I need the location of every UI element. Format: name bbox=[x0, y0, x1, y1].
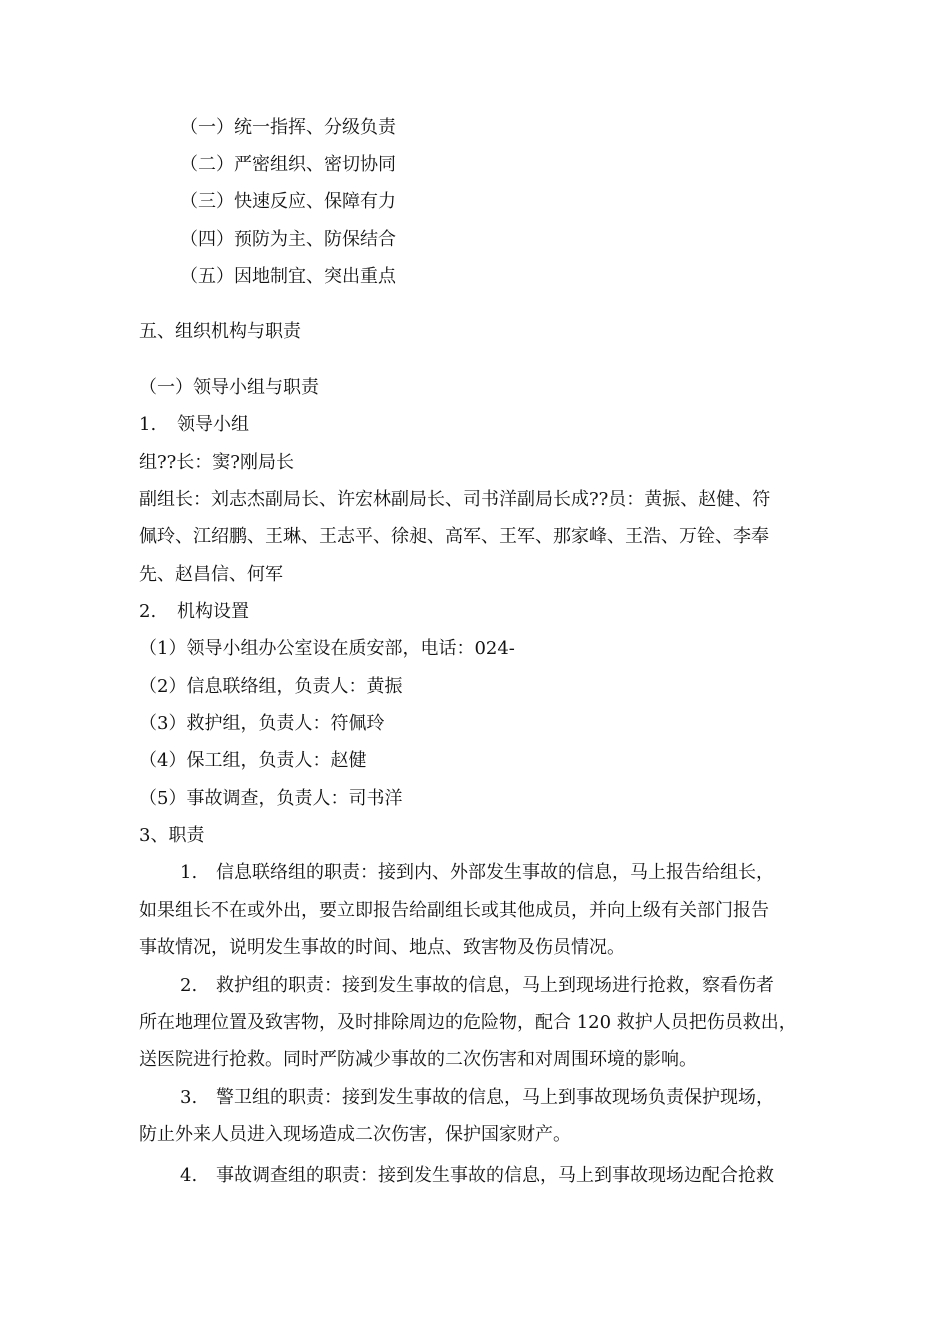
item-number: 1. bbox=[139, 414, 157, 435]
duty-line: 所在地理位置及致害物，及时排除周边的危险物，配合 120 救护人员把伤员救出， bbox=[139, 1012, 797, 1033]
duty-line: 送医院进行抢救。同时严防减少事故的二次伤害和对周围环境的影响。 bbox=[139, 1049, 697, 1070]
section-heading: 五、组织机构与职责 bbox=[139, 321, 301, 342]
principle-5: （五）因地制宜、突出重点 bbox=[180, 266, 396, 287]
principle-1: （一）统一指挥、分级负责 bbox=[180, 117, 396, 138]
subsection-heading: （一）领导小组与职责 bbox=[139, 377, 319, 398]
org-line: （4）保工组，负责人：赵健 bbox=[139, 750, 367, 771]
org-line: （5）事故调查，负责人：司书洋 bbox=[139, 788, 403, 809]
duty-line: 事故情况，说明发生事故的时间、地点、致害物及伤员情况。 bbox=[139, 937, 625, 958]
duty-line: 救护组的职责：接到发生事故的信息，马上到现场进行抢救，察看伤者 bbox=[216, 975, 774, 996]
members-line: 副组长：刘志杰副局长、许宏林副局长、司书洋副局长成??员：黄振、赵健、符 bbox=[139, 489, 771, 510]
item-label: 领导小组 bbox=[177, 414, 249, 435]
org-line: （1）领导小组办公室设在质安部，电话：024- bbox=[139, 638, 515, 659]
principle-2: （二）严密组织、密切协同 bbox=[180, 154, 396, 175]
members-line: 佩玲、江绍鹏、王琳、王志平、徐昶、高军、王军、那家峰、王浩、万铨、李奉 bbox=[139, 526, 769, 547]
duty-number: 4. bbox=[180, 1165, 198, 1186]
duty-line: 警卫组的职责：接到发生事故的信息，马上到事故现场负责保护现场， bbox=[216, 1087, 774, 1108]
item-heading: 3、职责 bbox=[139, 825, 205, 846]
duty-number: 3. bbox=[180, 1087, 198, 1108]
duty-line: 事故调查组的职责：接到发生事故的信息，马上到事故现场边配合抢救 bbox=[216, 1165, 774, 1186]
duty-number: 2. bbox=[180, 975, 198, 996]
item-number: 2. bbox=[139, 601, 157, 622]
duty-line: 防止外来人员进入现场造成二次伤害，保护国家财产。 bbox=[139, 1124, 571, 1145]
duty-line: 如果组长不在或外出，要立即报告给副组长或其他成员，并向上级有关部门报告 bbox=[139, 900, 769, 921]
principle-3: （三）快速反应、保障有力 bbox=[180, 191, 396, 212]
members-line: 先、赵昌信、何军 bbox=[139, 564, 283, 585]
item-label: 机构设置 bbox=[177, 601, 249, 622]
duty-line: 信息联络组的职责：接到内、外部发生事故的信息，马上报告给组长， bbox=[216, 862, 774, 883]
org-line: （2）信息联络组，负责人：黄振 bbox=[139, 676, 403, 697]
duty-number: 1. bbox=[180, 862, 198, 883]
principle-4: （四）预防为主、防保结合 bbox=[180, 229, 396, 250]
leader-line: 组??长：窦?刚局长 bbox=[139, 452, 294, 473]
org-line: （3）救护组，负责人：符佩玲 bbox=[139, 713, 385, 734]
